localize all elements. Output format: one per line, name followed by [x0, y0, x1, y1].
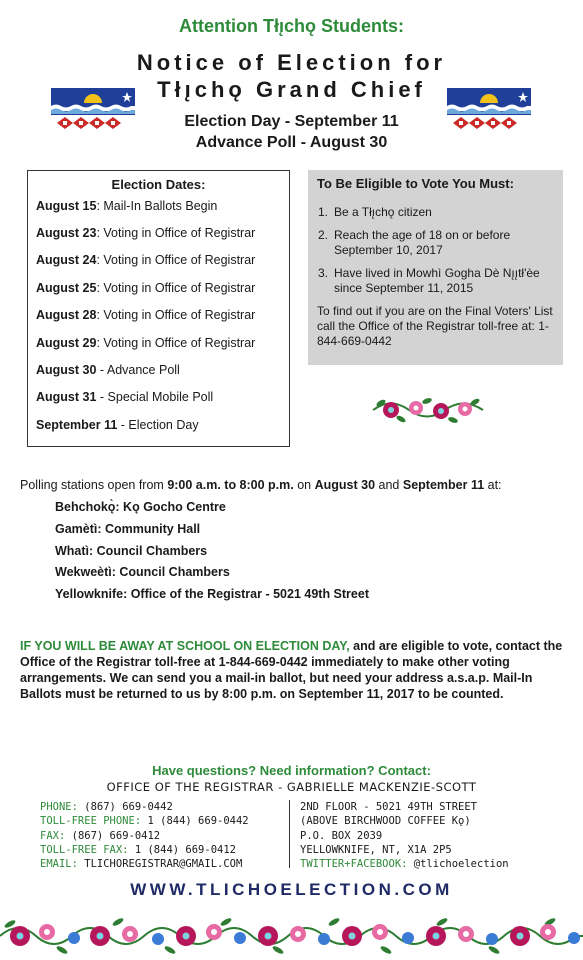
polling-station: Gamètì: Community Hall: [55, 522, 201, 536]
date-row: [36, 226, 255, 240]
eligibility-number: 2.: [318, 228, 329, 242]
polling-station: Whatì: Council Chambers: [55, 544, 208, 558]
date-row: [36, 308, 255, 322]
contact-right-column: [300, 800, 509, 871]
election-day-line: Election Day - September 11: [184, 113, 399, 130]
date-label: September 11: [36, 418, 118, 432]
away-highlight: IF YOU WILL BE AWAY AT SCHOOL ON ELECTION DAY,: [20, 639, 350, 653]
page-title-line2: Tłı̨chǫ Grand Chief: [157, 77, 426, 102]
contact-label: TOLL-FREE FAX:: [40, 843, 129, 856]
date-label: August 29: [36, 336, 97, 350]
contact-label: TWITTER+FACEBOOK:: [300, 858, 408, 871]
date-separator: :: [96, 336, 104, 350]
eligibility-title: To Be Eligible to Vote You Must:: [317, 176, 514, 191]
eligibility-text: Reach the age of 18 on or before September 10, 2017: [334, 228, 511, 257]
away-at-school-notice: [20, 638, 568, 702]
date-label: August 24: [36, 253, 97, 267]
date-separator: -: [96, 390, 108, 404]
address-text: P.O. BOX 2039: [300, 829, 383, 842]
contact-label: EMAIL:: [40, 858, 78, 871]
contact-phone: [40, 800, 249, 814]
polling-hours: 9:00 a.m. to 8:00 p.m.: [167, 478, 294, 492]
advance-poll-line: Advance Poll - August 30: [195, 134, 388, 151]
address-line: [300, 829, 509, 843]
date-row: [36, 418, 199, 432]
date-separator: :: [96, 308, 104, 322]
contact-value[interactable]: @tlichoelection: [407, 858, 509, 871]
date-separator: :: [96, 199, 104, 213]
eligibility-item: [318, 228, 559, 258]
contact-toll-free-fax: [40, 843, 249, 857]
polling-date-1: August 30: [314, 478, 376, 492]
tlicho-flag-left: [51, 88, 135, 130]
date-row: [36, 253, 255, 267]
eligibility-box: [308, 170, 563, 365]
polling-intro-d: at:: [484, 478, 502, 492]
polling-station: Wekweètì: Council Chambers: [55, 565, 230, 579]
date-separator: -: [96, 363, 107, 377]
contact-value: (867) 669-0412: [65, 829, 161, 842]
date-label: August 31: [36, 390, 97, 404]
polling-intro-b: on: [293, 478, 315, 492]
floral-ornament: [371, 393, 485, 427]
eligibility-text: Be a Tłı̨chǫ citizen: [334, 205, 432, 219]
date-row: [36, 390, 213, 404]
eligibility-item: [318, 205, 559, 220]
date-description: Election Day: [128, 418, 199, 432]
contact-label: FAX:: [40, 829, 66, 842]
date-row: [36, 336, 255, 350]
polling-station: Behchokǫ̀: Kǫ Gocho Centre: [55, 500, 226, 514]
address-line: [300, 843, 509, 857]
date-label: August 23: [36, 226, 97, 240]
contact-toll-free-phone: [40, 814, 249, 828]
date-separator: :: [96, 226, 104, 240]
website-link[interactable]: WWW.TLICHOELECTION.COM: [130, 880, 453, 899]
contact-value[interactable]: TLICHOREGISTRAR@GMAIL.COM: [77, 858, 243, 871]
contact-value: 1 (844) 669-0412: [128, 843, 236, 856]
date-description: Voting in Office of Registrar: [103, 281, 256, 295]
address-line: [300, 800, 509, 814]
date-row: [36, 199, 217, 213]
eligibility-item: [318, 266, 559, 296]
address-line: [300, 814, 509, 828]
date-description: Advance Poll: [106, 363, 180, 377]
date-separator: :: [96, 281, 104, 295]
date-label: August 15: [36, 199, 97, 213]
date-row: [36, 363, 180, 377]
election-dates-title: Election Dates:: [111, 177, 206, 192]
address-text: YELLOWKNIFE, NT, X1A 2P5: [300, 843, 452, 856]
contact-fax: [40, 829, 249, 843]
polling-intro-c: and: [375, 478, 403, 492]
date-label: August 30: [36, 363, 97, 377]
date-description: Voting in Office of Registrar: [103, 226, 256, 240]
date-separator: -: [117, 418, 129, 432]
contact-heading: Have questions? Need information? Contact:: [152, 763, 431, 778]
polling-intro-a: Polling stations open from: [20, 478, 168, 492]
contact-social[interactable]: [300, 857, 509, 871]
date-description: Voting in Office of Registrar: [103, 308, 256, 322]
polling-date-2: September 11: [402, 478, 485, 492]
attention-heading: Attention Tłı̨chǫ Students:: [179, 16, 404, 36]
floral-border: [0, 912, 583, 960]
date-description: Mail-In Ballots Begin: [103, 199, 218, 213]
eligibility-number: 3.: [318, 266, 329, 280]
contact-value: (867) 669-0442: [77, 801, 173, 813]
date-description: Voting in Office of Registrar: [103, 253, 256, 267]
date-label: August 28: [36, 308, 97, 322]
election-dates-box: [27, 170, 290, 447]
away-body: and are eligible to vote, contact the Office of the Registrar toll-free at 1-844-669-0442 immediately to make other voting arrangements. We can send you a mail-in ballot, but need your address a.s.a.p. Mail-In Ballots must be returned to us by 8:00 p.m. on September 11, 2017 to be counted.: [20, 639, 563, 701]
contact-value: 1 (844) 669-0442: [141, 815, 249, 828]
date-description: Special Mobile Poll: [107, 390, 214, 404]
polling-station: Yellowknife: Office of the Registrar - 5021 49th Street: [55, 587, 369, 601]
page-title-line1: Notice of Election for: [136, 50, 447, 75]
tlicho-flag-right: [447, 88, 531, 130]
address-text: (ABOVE BIRCHWOOD COFFEE Kǫ): [300, 815, 471, 828]
date-label: August 25: [36, 281, 97, 295]
address-text: 2ND FLOOR - 5021 49TH STREET: [300, 801, 478, 813]
date-row: [36, 281, 255, 295]
eligibility-number: 1.: [318, 205, 329, 219]
date-description: Voting in Office of Registrar: [103, 336, 256, 350]
polling-hours-text: [20, 478, 575, 492]
voters-list-note: To find out if you are on the Final Voters' List call the Office of the Registrar toll-free at: 1-844-669-0442: [317, 304, 553, 348]
registrar-office-name: OFFICE OF THE REGISTRAR - GABRIELLE MACKENZIE-SCOTT: [106, 780, 477, 794]
eligibility-text: Have lived in Mowhì Gogha Dè Nı̨ı̨tł'èe since September 11, 2015: [334, 266, 540, 295]
contact-label: PHONE:: [40, 801, 78, 813]
contact-divider: [289, 800, 290, 868]
date-separator: :: [96, 253, 104, 267]
contact-label: TOLL-FREE PHONE:: [40, 815, 142, 828]
contact-left-column: [40, 800, 249, 871]
contact-email[interactable]: [40, 857, 249, 871]
